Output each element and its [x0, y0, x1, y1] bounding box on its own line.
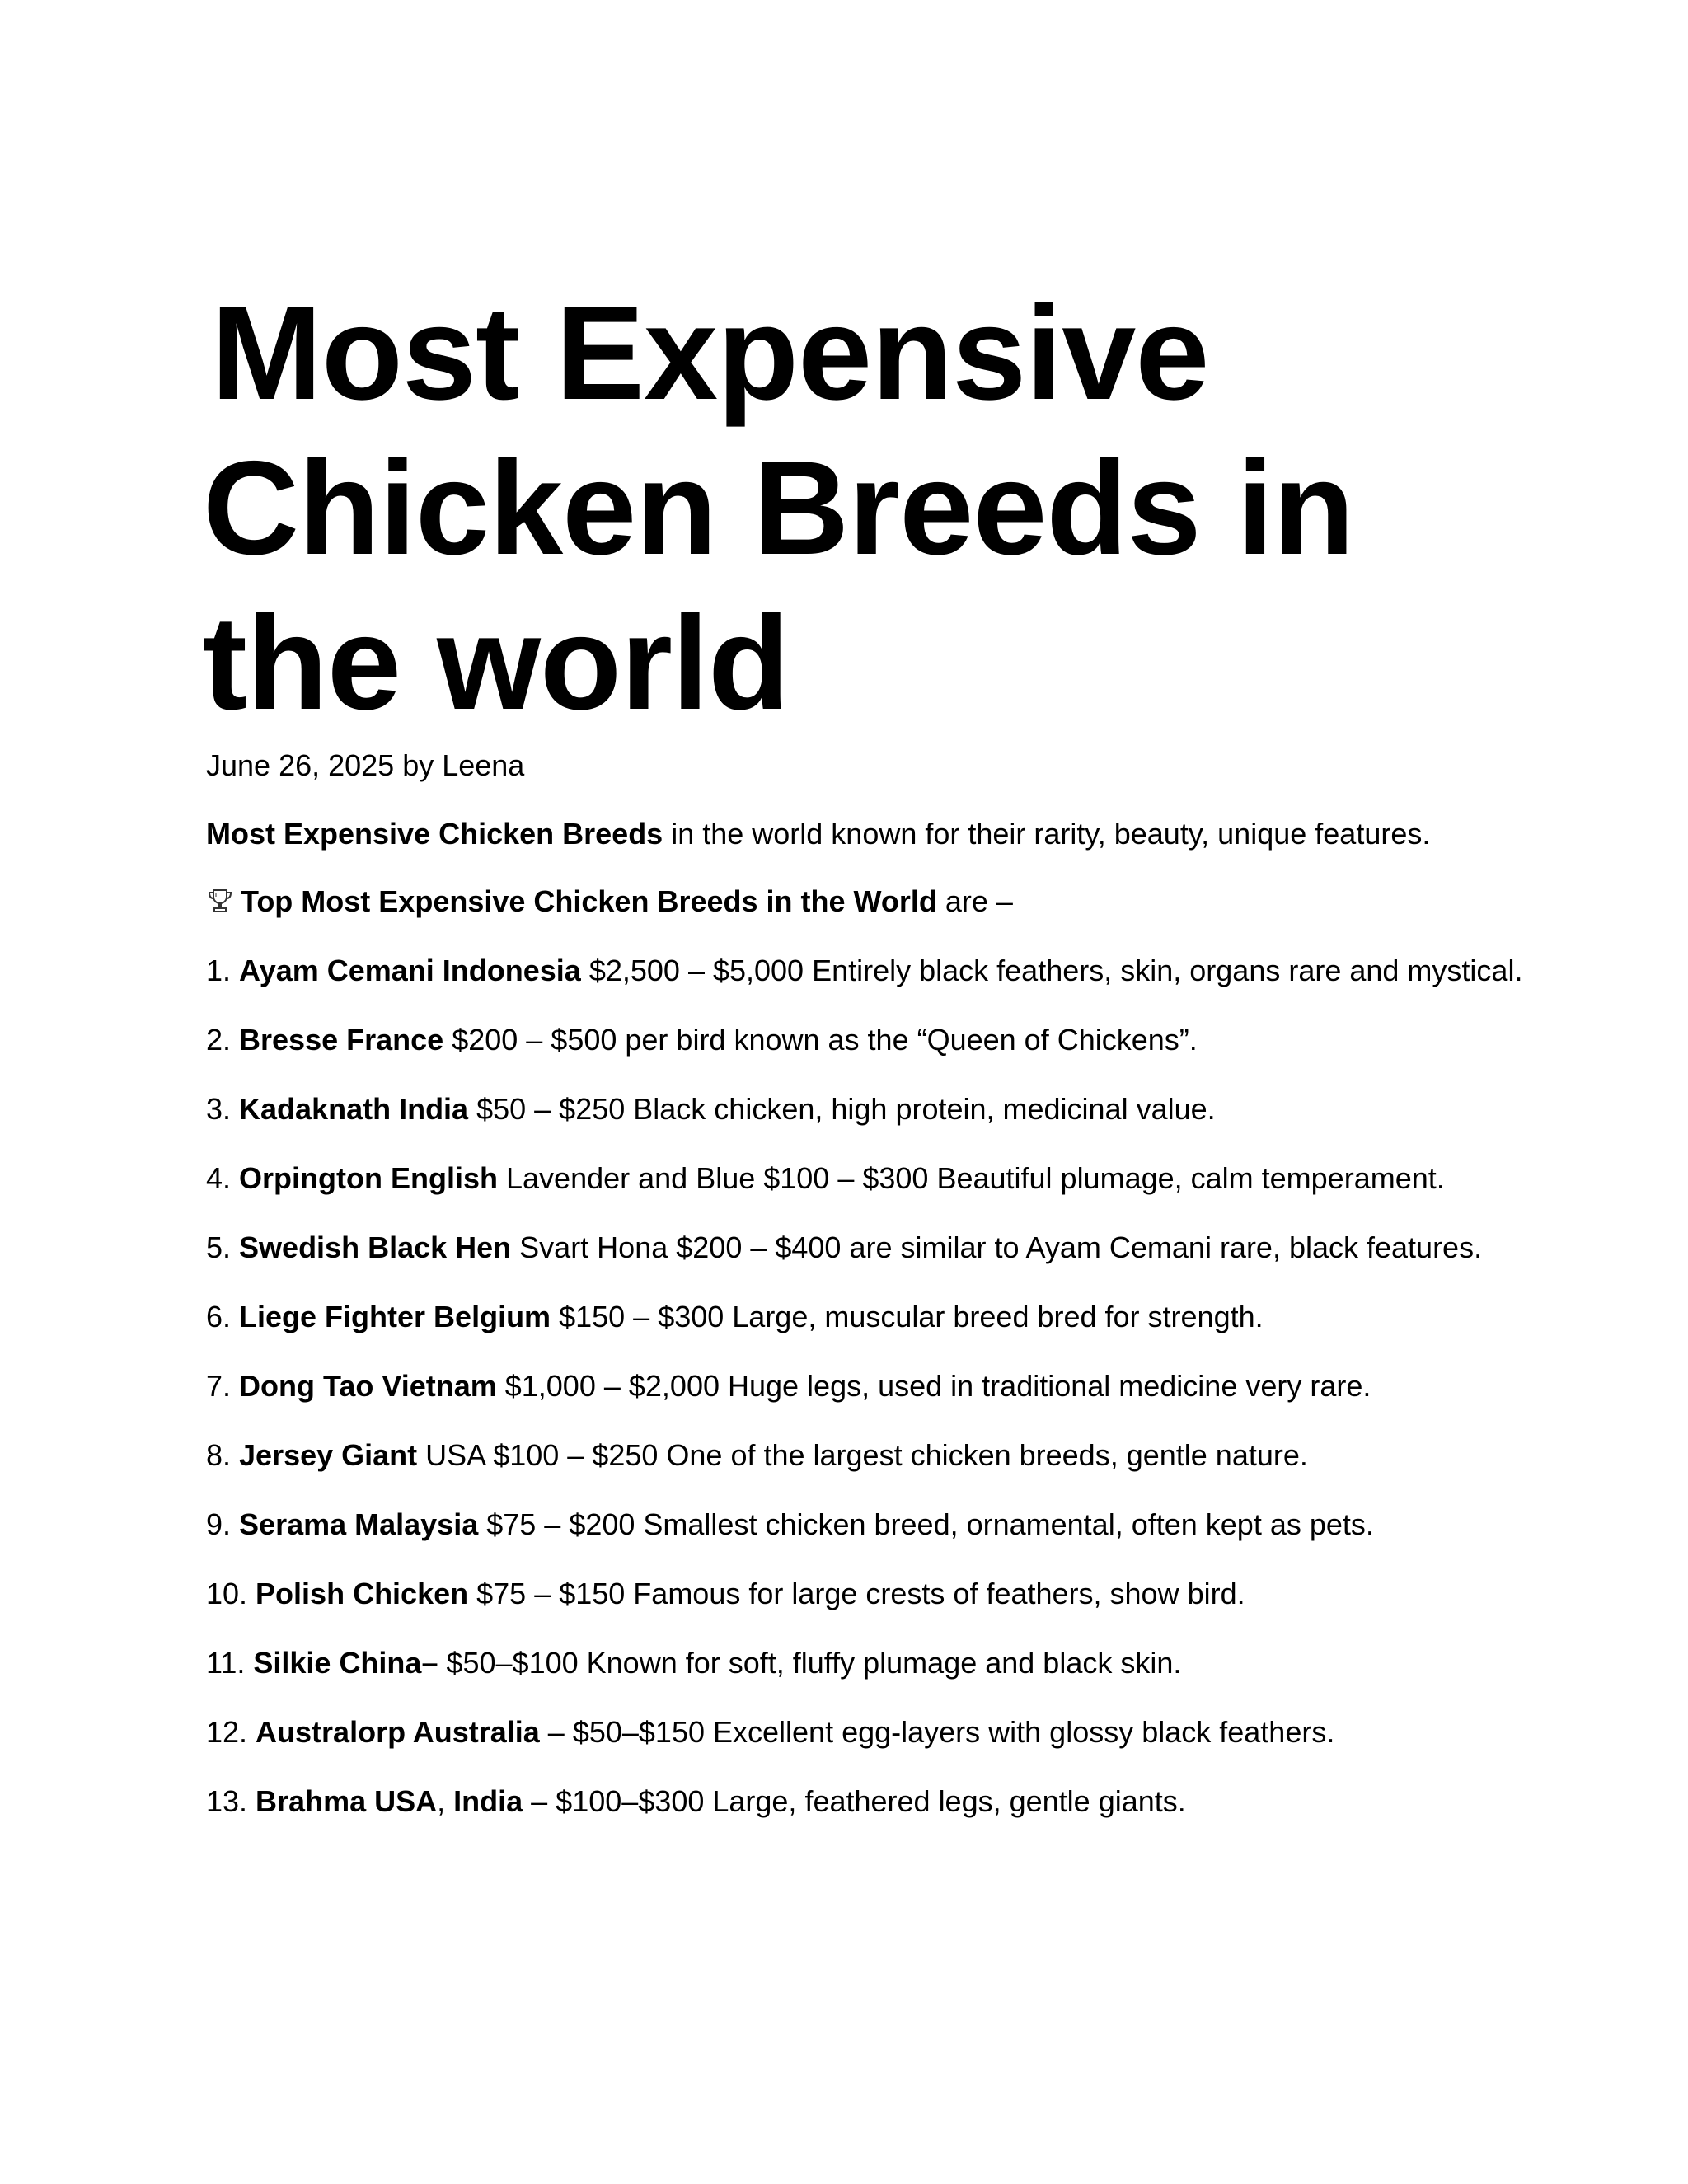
breed-name: Swedish Black Hen	[239, 1230, 512, 1264]
list-item-number: 8.	[206, 1438, 240, 1472]
list-item-number: 6.	[206, 1300, 240, 1333]
breed-name: Dong Tao Vietnam	[239, 1369, 497, 1403]
breed-name: Australorp Australia	[256, 1715, 540, 1749]
list-item-number: 5.	[206, 1230, 240, 1264]
breed-description: $75 – $200 Smallest chicken breed, ornamental, often kept as pets.	[478, 1507, 1374, 1541]
list-heading-text: are –	[936, 884, 1013, 918]
breed-name: Bresse France	[239, 1023, 444, 1057]
list-item	[198, 1438, 1550, 1473]
title-line: Most Expensive	[211, 279, 1209, 428]
breed-name: Liege Fighter Belgium	[239, 1300, 551, 1333]
breed-description: $1,000 – $2,000 Huge legs, used in traditional medicine very rare.	[496, 1369, 1372, 1403]
byline: June 26, 2025 by Leena	[206, 748, 525, 782]
list-item	[198, 1300, 1550, 1334]
list-item-number: 11.	[206, 1646, 254, 1680]
list-item	[198, 1023, 1550, 1057]
trophy-icon	[206, 887, 234, 915]
list-item-number: 1.	[206, 954, 240, 987]
breed-description: $2,500 – $5,000 Entirely black feathers, skin, organs rare and mystical.	[580, 954, 1523, 987]
list-item	[198, 1507, 1550, 1542]
intro-bold: Most Expensive Chicken Breeds	[206, 817, 663, 851]
list-item	[198, 1230, 1550, 1265]
list-item-number: 10.	[206, 1577, 256, 1610]
list-item	[198, 1646, 1550, 1680]
list-item-number: 12.	[206, 1715, 256, 1749]
list-item-number: 13.	[206, 1784, 256, 1818]
breed-name: Kadaknath India	[239, 1092, 469, 1126]
breed-description: ,	[437, 1784, 454, 1818]
list-heading-bold: Top Most Expensive Chicken Breeds in the World	[241, 884, 937, 918]
list-item-number: 7.	[206, 1369, 240, 1403]
breed-name: Polish Chicken	[256, 1577, 469, 1610]
breed-description: $50 – $250 Black chicken, high protein, medicinal value.	[468, 1092, 1216, 1126]
breed-name: Ayam Cemani Indonesia	[239, 954, 581, 987]
list-item	[198, 1715, 1550, 1750]
breed-name: India	[453, 1784, 523, 1818]
breed-description: USA $100 – $250 One of the largest chicken breeds, gentle nature.	[417, 1438, 1308, 1472]
list-item	[198, 1161, 1550, 1196]
intro-paragraph	[198, 817, 1550, 851]
breed-description: $150 – $300 Large, muscular breed bred for strength.	[551, 1300, 1264, 1333]
list-item-number: 4.	[206, 1161, 240, 1195]
breed-description: Lavender and Blue $100 – $300 Beautiful plumage, calm temperament.	[498, 1161, 1445, 1195]
list-item	[198, 1784, 1550, 1819]
breed-description: – $50–$150 Excellent egg-layers with glossy black feathers.	[539, 1715, 1335, 1749]
article	[198, 276, 1550, 1819]
breed-description: $75 – $150 Famous for large crests of feathers, show bird.	[468, 1577, 1245, 1610]
list-item-number: 3.	[206, 1092, 240, 1126]
breed-description: $50–$100 Known for soft, fluffy plumage and black skin.	[438, 1646, 1182, 1680]
breed-description: Svart Hona $200 – $400 are similar to Ayam Cemani rare, black features.	[511, 1230, 1483, 1264]
breed-description: – $100–$300 Large, feathered legs, gentle giants.	[523, 1784, 1186, 1818]
list-item	[198, 1092, 1550, 1127]
title-line: the world	[203, 588, 789, 738]
breed-name: Orpington English	[239, 1161, 498, 1195]
breed-name: Serama Malaysia	[239, 1507, 479, 1541]
title-line: Chicken Breeds in	[203, 434, 1354, 583]
breed-description: $200 – $500 per bird known as the “Queen of Chickens”.	[443, 1023, 1198, 1057]
breed-name: Jersey Giant	[239, 1438, 418, 1472]
list-item	[198, 954, 1550, 988]
breed-list	[198, 954, 1550, 1819]
intro-text: in the world known for their rarity, beauty, unique features.	[663, 817, 1431, 851]
page-title	[198, 276, 1550, 741]
list-item	[198, 1369, 1550, 1404]
breed-name: Silkie China–	[253, 1646, 438, 1680]
list-item	[198, 1577, 1550, 1611]
breed-name: Brahma USA	[256, 1784, 438, 1818]
list-item-number: 9.	[206, 1507, 240, 1541]
list-heading	[198, 884, 1550, 919]
list-item-number: 2.	[206, 1023, 240, 1057]
